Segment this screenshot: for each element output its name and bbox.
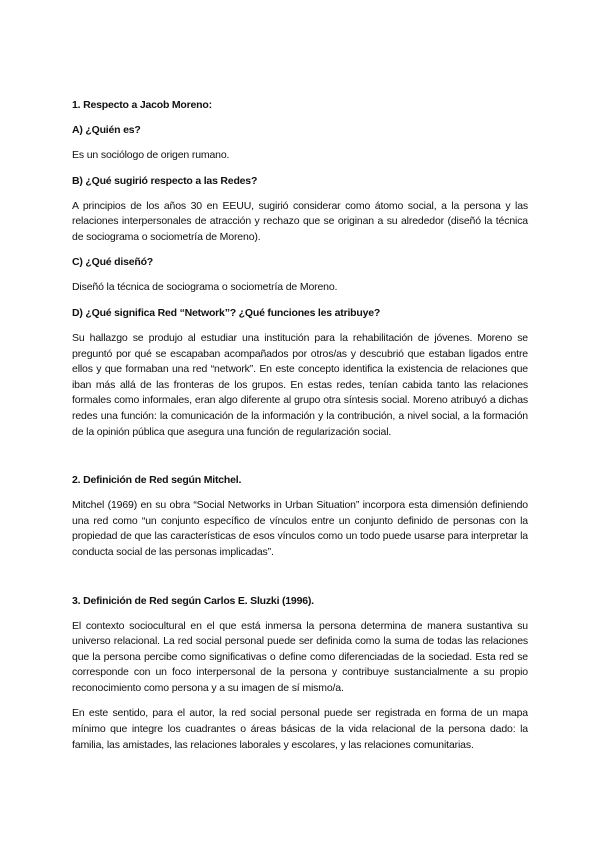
question-b: B) ¿Qué sugirió respecto a las Redes? (72, 174, 258, 187)
question-c: C) ¿Qué diseñó? (72, 256, 154, 269)
document-body (72, 98, 528, 753)
section-3-paragraph-2: En este sentido, para el autor, la red social personal puede ser registrada en forma de un mapa mínimo que integre los cuadrantes o áreas básicas de la vida relacional de la persona dado: la familia, las amistades, las relaciones laborales y escolares, y las relaciones comunitarias. (72, 707, 528, 751)
question-a: A) ¿Quién es? (72, 124, 141, 136)
section-3-title: 3. Definición de Red según Carlos E. Sluzki (1996). (72, 594, 314, 607)
answer-c: Diseñó la técnica de sociograma o sociometría de Moreno. (72, 281, 338, 294)
answer-a: Es un sociólogo de origen rumano. (72, 149, 230, 161)
section-2-paragraph: Mitchel (1969) en su obra “Social Networks in Urban Situation” incorpora esta dimensión definiendo una red como “un conjunto específico de vínculos entre un conjunto definido de personas con la propiedad de que las características de esos vínculos como un todo puede usarse para interpretar la conducta social de las personas implicadas”. (72, 499, 528, 558)
question-d: D) ¿Qué significa Red “Network”? ¿Qué funciones les atribuye? (72, 306, 381, 319)
section-1-title: 1. Respecto a Jacob Moreno: (72, 99, 212, 111)
answer-d: Su hallazgo se produjo al estudiar una institución para la rehabilitación de jóvenes. Moreno se preguntó por qué se escapaban acompañados por otros/as y descubrió que estaban ligados entre ellos y que formaban una red “network”. En este concepto identifica la existencia de relaciones que iban más allá de las fronteras de los grupos. En estas redes, tenían cabida tanto las relaciones formales como informales, eran algo diferente al grupo otra síntesis social. Moreno atribuyó a dichas redes una función: la comunicación de la información y la contribución, a nivel social, a la formación de la opinión pública que asegura una función de regularización social. (72, 331, 528, 438)
answer-b: A principios de los años 30 en EEUU, sugirió considerar como átomo social, a la persona y las relaciones interpersonales de atracción y rechazo que se originan a su alrededor (diseñó la técnica de sociograma o sociometría de Moreno). (72, 199, 528, 243)
section-2-title: 2. Definición de Red según Mitchel. (72, 474, 242, 487)
section-3-paragraph-1: El contexto sociocultural en el que está inmersa la persona determina de manera sustantiva su universo relacional. La red social personal puede ser definida como la suma de todas las relaciones que la persona percibe como significativas o define como diferenciadas de la sociedad. Esta red se corresponde con un foco interpersonal de la persona y contribuye sustancialmente a su propio reconocimiento como persona y a su imagen de sí mismo/a. (72, 619, 528, 694)
